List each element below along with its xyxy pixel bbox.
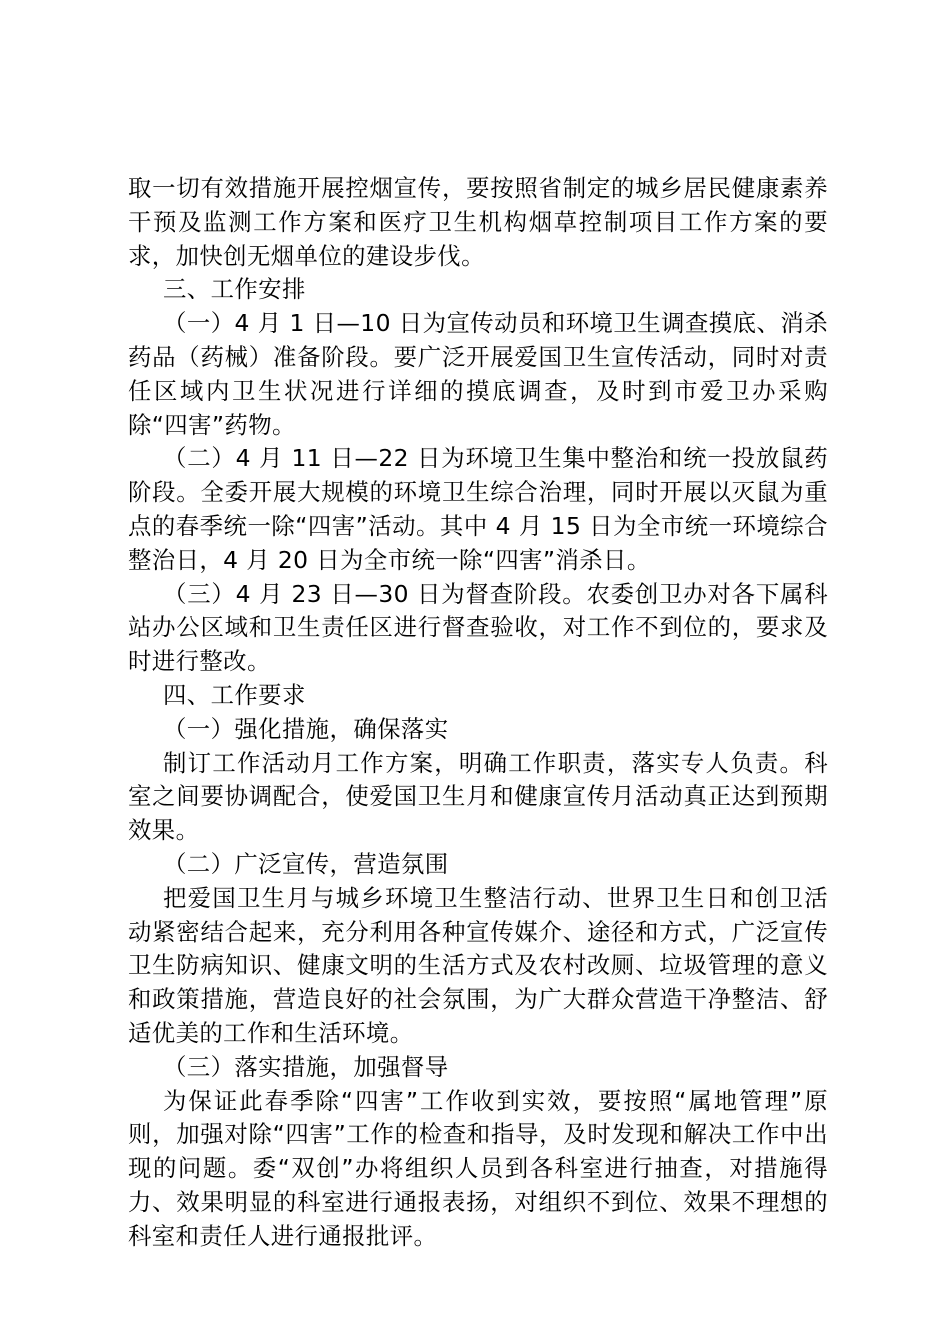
document-body (128, 172, 828, 1254)
paragraph-strengthen-measures: 制订工作活动月工作方案，明确工作职责，落实专人负责。科室之间要协调配合，使爱国卫生月和健康宣传月活动真正达到预期效果。 (128, 748, 828, 845)
section-heading-work-arrangement: 三、工作安排 (163, 275, 306, 304)
paragraph-stage-two: （二）4 月 11 日—22 日为环境卫生集中整治和统一投放鼠药阶段。全委开展大规模的环境卫生综合治理，同时开展以灭鼠为重点的春季统一除“四害”活动。其中 4 月 15 日为全市统一环境综合整治日，4 月 20 日为全市统一除“四害”消杀日。 (128, 444, 828, 574)
subheading-publicity: （二）广泛宣传，营造氛围 (163, 849, 449, 878)
paragraph-stage-one: （一）4 月 1 日—10 日为宣传动员和环境卫生调查摸底、消杀药品（药械）准备阶段。要广泛开展爱国卫生宣传活动，同时对责任区域内卫生状况进行详细的摸底调查，及时到市爱卫办采购除“四害”药物。 (128, 309, 828, 439)
paragraph-continuation: 取一切有效措施开展控烟宣传，要按照省制定的城乡居民健康素养干预及监测工作方案和医疗卫生机构烟草控制项目工作方案的要求，加快创无烟单位的建设步伐。 (128, 174, 828, 270)
paragraph-supervision: 为保证此春季除“四害”工作收到实效，要按照“属地管理”原则，加强对除“四害”工作的检查和指导，及时发现和解决工作中出现的问题。委“双创”办将组织人员到各科室进行抽查，对措施得力、效果明显的科室进行通报表扬，对组织不到位、效果不理想的科室和责任人进行通报批评。 (128, 1086, 828, 1250)
subheading-supervision: （三）落实措施，加强督导 (163, 1052, 449, 1081)
subheading-strengthen-measures: （一）强化措施，确保落实 (163, 714, 449, 743)
section-heading-work-requirements: 四、工作要求 (163, 680, 306, 709)
paragraph-stage-three: （三）4 月 23 日—30 日为督查阶段。农委创卫办对各下属科站办公区域和卫生责任区进行督查验收，对工作不到位的，要求及时进行整改。 (128, 579, 828, 676)
paragraph-publicity: 把爱国卫生月与城乡环境卫生整洁行动、世界卫生日和创卫活动紧密结合起来，充分利用各种宣传媒介、途径和方式，广泛宣传卫生防病知识、健康文明的生活方式及农村改厕、垃圾管理的意义和政策措施，营造良好的社会氛围，为广大群众营造干净整洁、舒适优美的工作和生活环境。 (128, 883, 828, 1047)
